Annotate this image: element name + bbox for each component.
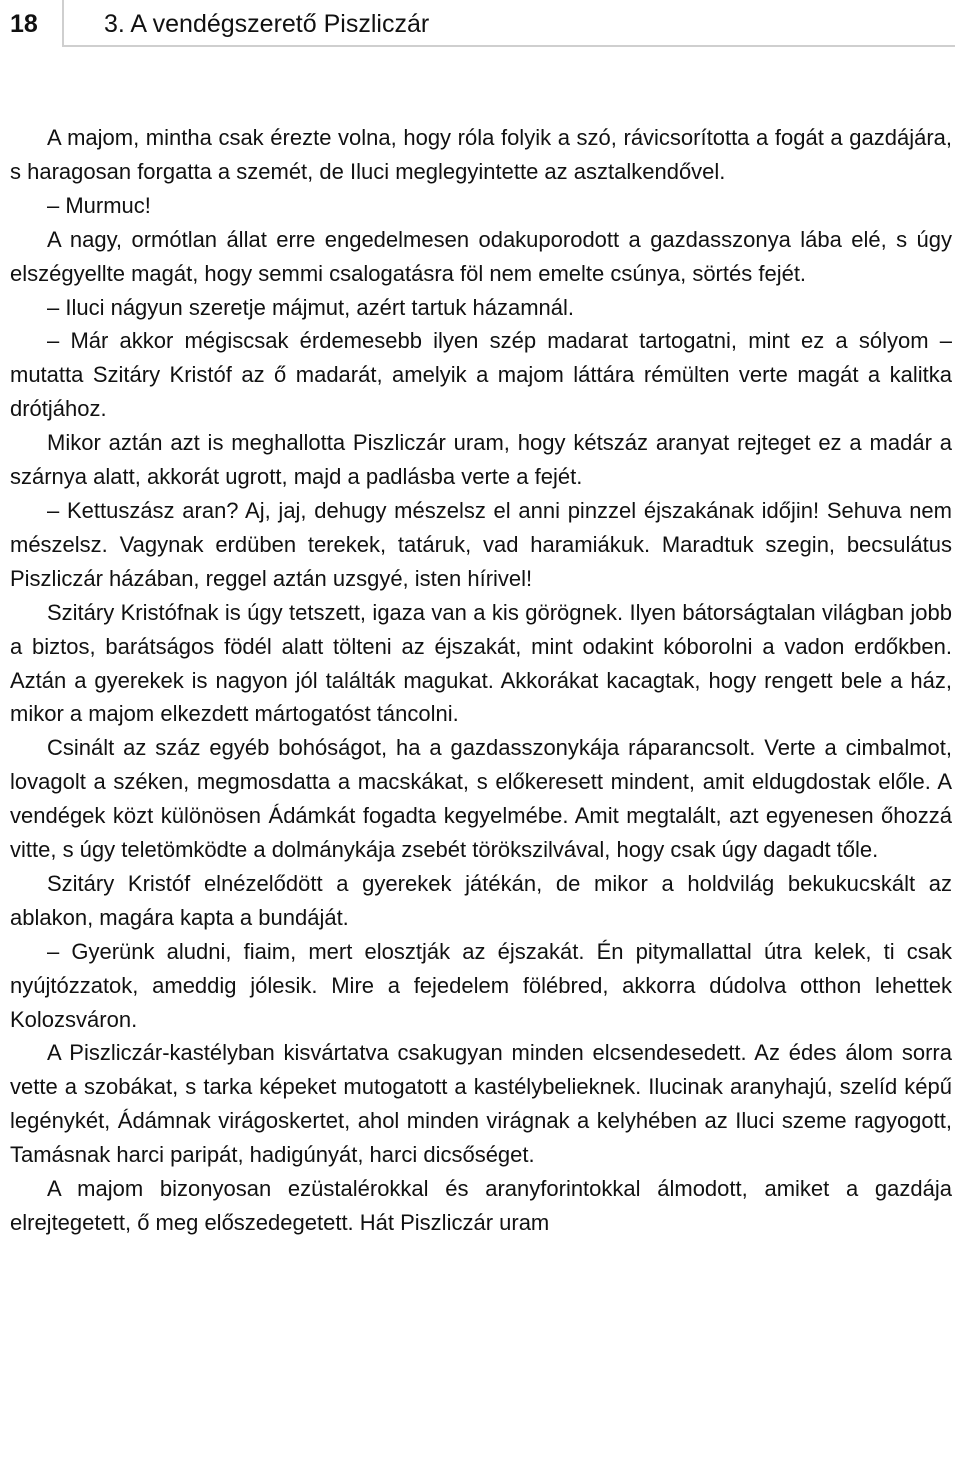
- body-text: [10, 121, 952, 1240]
- paragraph: – Iluci nágyun szeretje májmut, azért tartuk házamnál.: [47, 294, 575, 320]
- paragraph: – Már akkor mégiscsak érdemesebb ilyen szép madarat tartogatni, mint ez a sólyom – mutatta Szitáry Kristóf az ő madarát, amelyik a majom láttára rémülten verte magát a kalitka drótjához.: [10, 328, 952, 422]
- paragraph: – Kettuszász aran? Aj, jaj, dehugy mészelsz el anni pinzzel éjszakának időjin! Sehuva nem mészelsz. Vagynak erdüben terekek, tatáruk, vad haramiákuk. Maradtuk szegin, becsulátus Piszliczár házában, reggel aztán uzsgyé, isten hírivel!: [10, 497, 952, 591]
- paragraph: Csinált az száz egyéb bohóságot, ha a gazdasszonykája ráparancsolt. Verte a cimbalmot, lovagolt a széken, megmosdatta a macskákat, s előkeresett mindent, amit eldugdostak előle. A vendégek közt különösen Ádámkát fogadta kegyelmébe. Amit megtalált, azt egyenesen őhozzá vitte, s úgy teletömködte a dolmánykája zsebét törökszilvával, hogy csak úgy dagadt tőle.: [10, 735, 952, 863]
- paragraph: Mikor aztán azt is meghallotta Piszliczár uram, hogy kétszáz aranyat rejteget ez a madár a szárnya alatt, akkorát ugrott, majd a padlásba verte a fejét.: [10, 430, 952, 490]
- page-number: 18: [10, 10, 38, 38]
- paragraph: Szitáry Kristófnak is úgy tetszett, igaza van a kis görögnek. Ilyen bátorságtalan világban jobb a biztos, barátságos födél alatt tölteni az éjszakát, mint odakint kóborolni a vadon erdőkben. Aztán a gyerekek is nagyon jól találták magukat. Akkorákat kacagtak, hogy rengett bele a ház, mikor a majom elkezdett mártogatóst táncolni.: [10, 599, 952, 727]
- page-header: [0, 0, 960, 48]
- chapter-title: 3. A vendégszerető Piszliczár: [104, 10, 430, 38]
- paragraph: A nagy, ormótlan állat erre engedelmesen odakuporodott a gazdasszonya lába elé, s úgy elszégyellte magát, hogy semmi csalogatásra föl nem emelte csúnya, sörtés fejét.: [10, 226, 952, 286]
- header-divider: [62, 0, 64, 46]
- paragraph: A majom, mintha csak érezte volna, hogy róla folyik a szó, rávicsorította a fogát a gazdájára, s haragosan forgatta a szemét, de Iluci meglegyintette az asztalkendővel.: [10, 125, 952, 184]
- paragraph: A majom bizonyosan ezüstalérokkal és aranyforintokkal álmodott, amiket a gazdája elrejtegetett, ő meg előszedegetett. Hát Piszliczár uram: [10, 1176, 952, 1235]
- paragraph: – Murmuc!: [47, 192, 151, 218]
- paragraph: A Piszliczár-kastélyban kisvártatva csakugyan minden elcsendesedett. Az édes álom sorra vette a szobákat, s tarka képeket mutogatott a kastélybelieknek. Ilucinak aranyhajú, szelíd képű legénykét, Ádámnak virágoskertet, ahol minden virágnak a kelyhében az Iluci szeme ragyogott, Tamásnak harci paripát, hadigúnyát, harci dicsőséget.: [10, 1040, 952, 1168]
- paragraph: Szitáry Kristóf elnézelődött a gyerekek játékán, de mikor a holdvilág bekukucskált az ablakon, magára kapta a bundáját.: [10, 870, 952, 930]
- paragraph: – Gyerünk aludni, fiaim, mert elosztják az éjszakát. Én pitymallattal útra kelek, ti csak nyújtózzatok, ameddig jólesik. Mire a fejedelem fölébred, akkorra dúdolva otthon lehettek Kolozsváron.: [10, 938, 952, 1032]
- header-rule: [62, 45, 955, 47]
